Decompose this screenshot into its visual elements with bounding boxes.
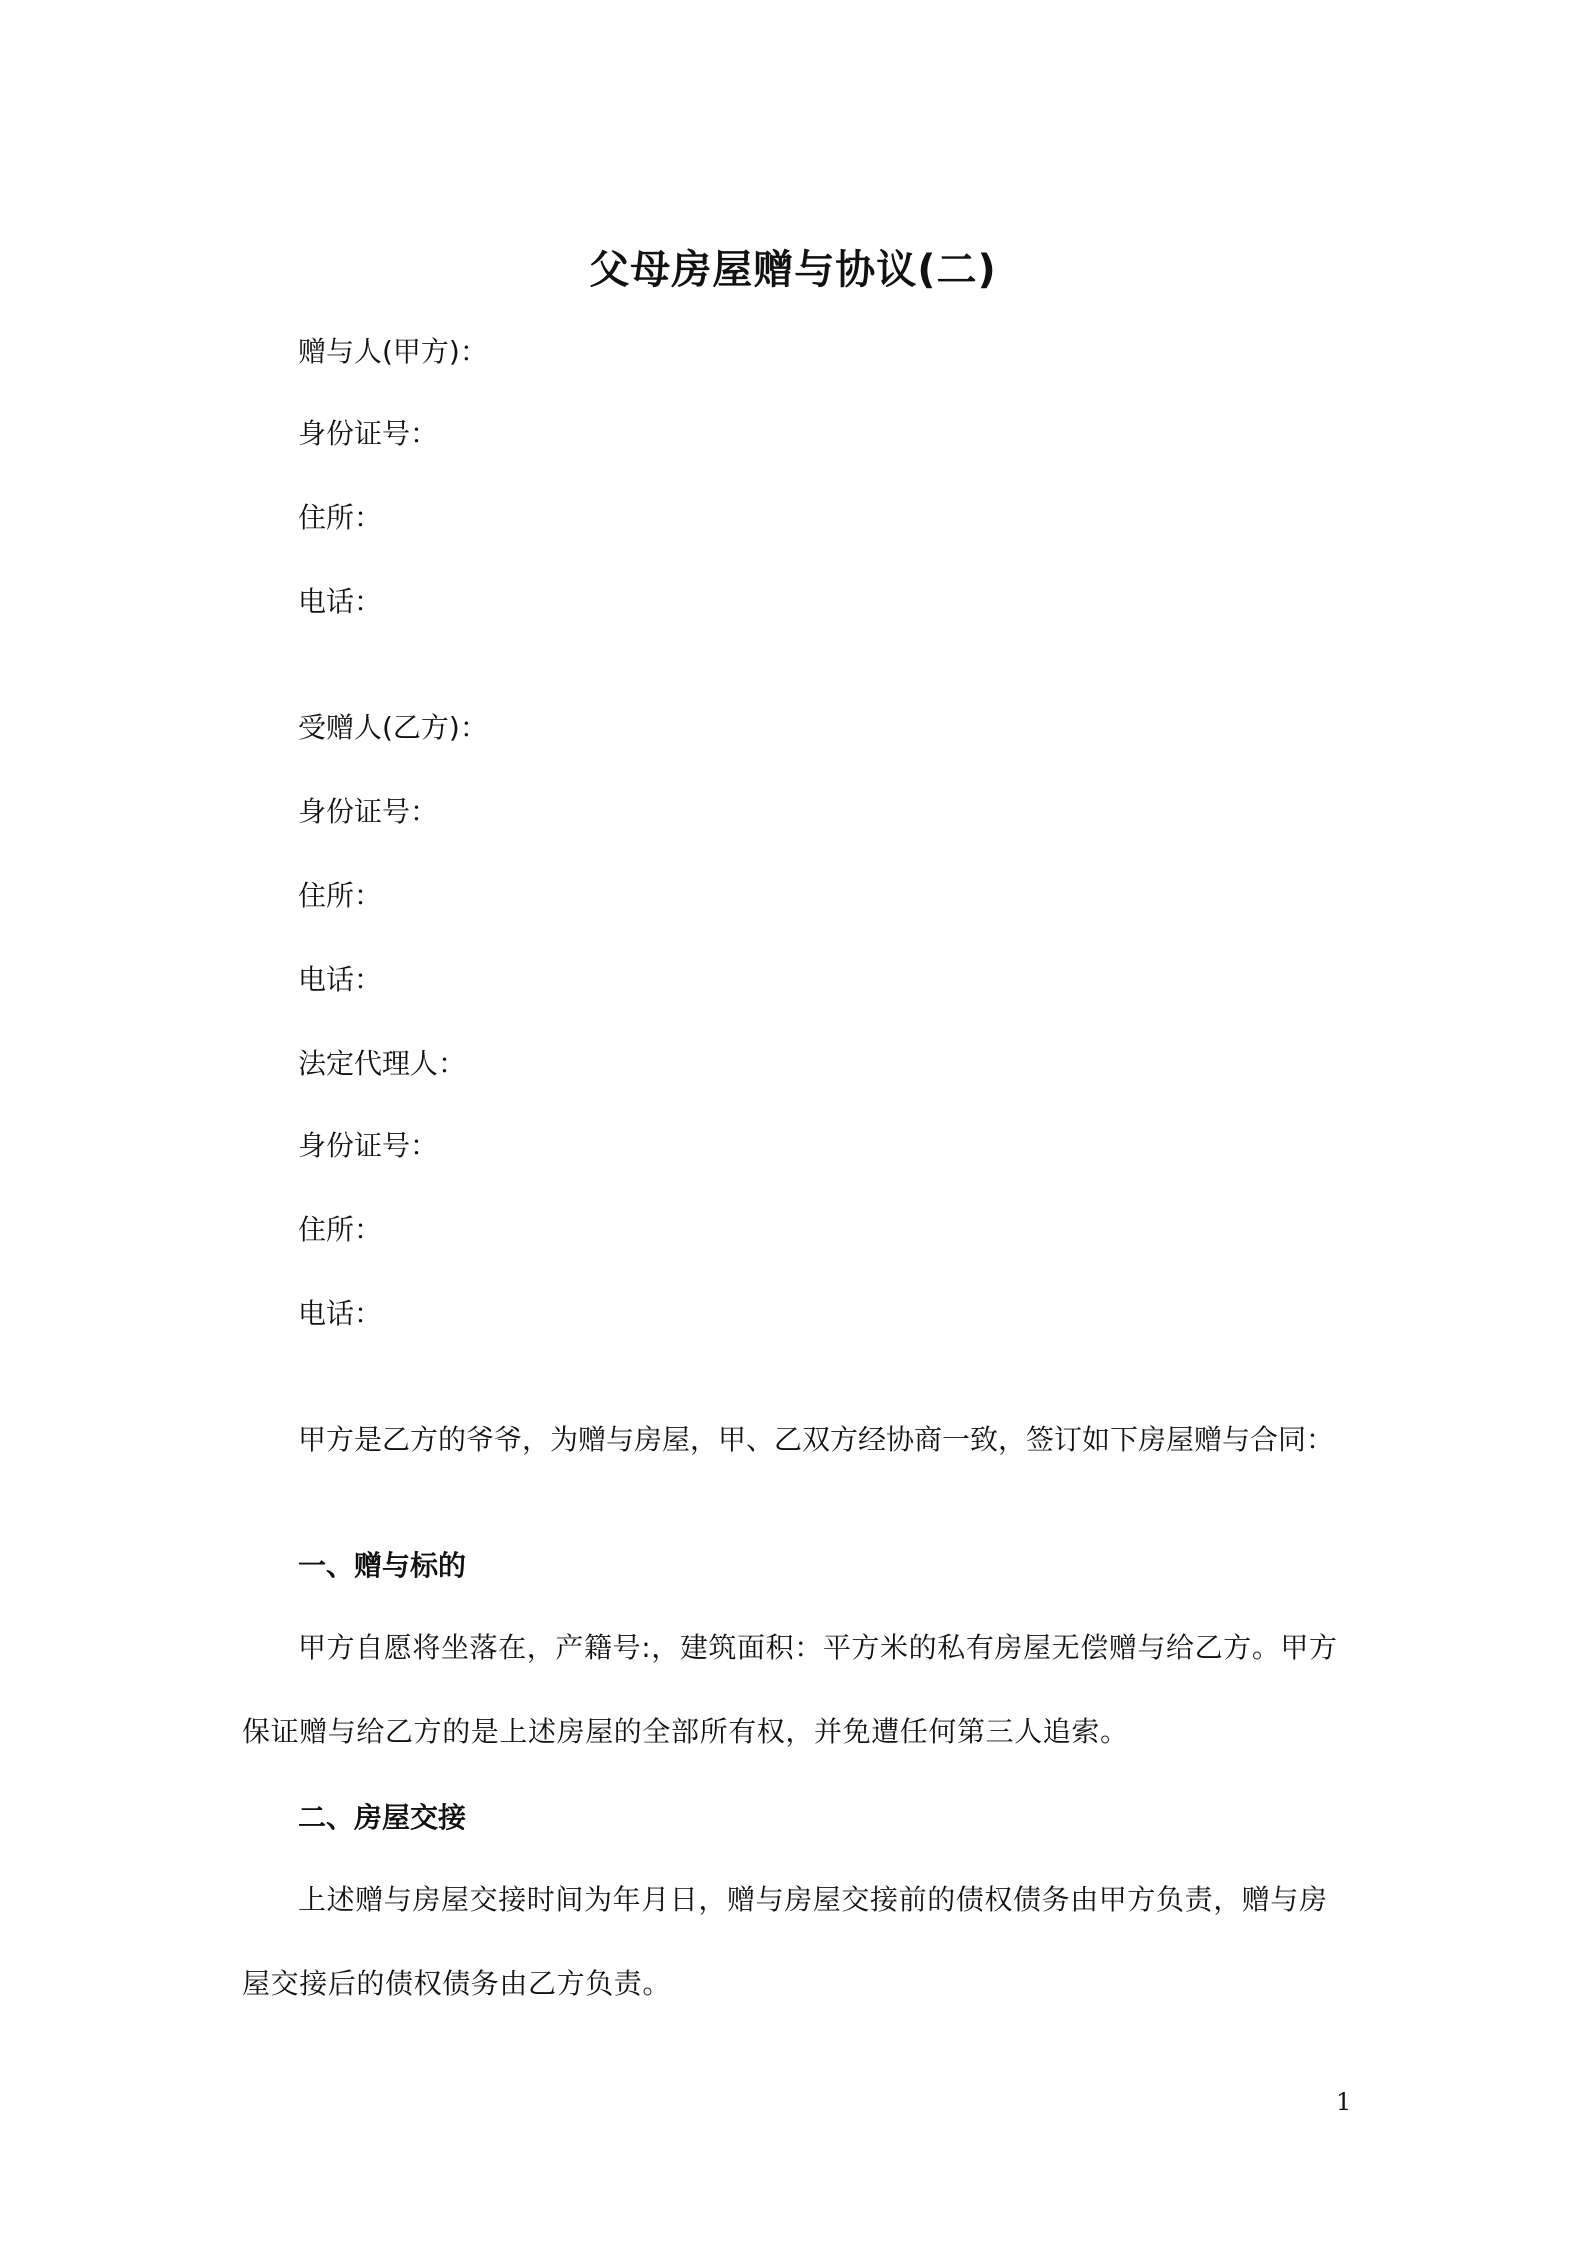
page-number: 1 — [1336, 2088, 1352, 2116]
document-title: 父母房屋赠与协议(二) — [589, 247, 997, 293]
section-heading: 一、赠与标的 — [298, 1549, 467, 1582]
agent-phone-label: 电话： — [298, 1297, 383, 1330]
agent-id-label: 身份证号： — [298, 1129, 439, 1162]
intro-paragraph: 甲方是乙方的爷爷，为赠与房屋，甲、乙双方经协商一致，签订如下房屋赠与合同： — [298, 1423, 1335, 1456]
donee-id-label: 身份证号： — [298, 795, 439, 828]
donor-label: 赠与人(甲方)： — [298, 335, 488, 368]
donor-id-label: 身份证号： — [298, 417, 439, 450]
donor-phone-label: 电话： — [298, 585, 383, 618]
donee-address-label: 住所： — [298, 879, 383, 912]
donee-label: 受赠人(乙方)： — [298, 711, 488, 744]
donor-address-label: 住所： — [298, 501, 383, 534]
section-body: 甲方自愿将坐落在，产籍号:，建筑面积：平方米的私有房屋无偿赠与给乙方。甲方保证赠与给乙方的是上述房屋的全部所有权，并免遭任何第三人追索。 — [242, 1631, 1338, 1748]
section-body: 上述赠与房屋交接时间为年月日，赠与房屋交接前的债权债务由甲方负责，赠与房屋交接后的债权债务由乙方负责。 — [242, 1883, 1328, 2000]
agent-address-label: 住所： — [298, 1213, 383, 1246]
donee-phone-label: 电话： — [298, 963, 383, 996]
section-heading: 二、房屋交接 — [298, 1801, 467, 1834]
agent-label: 法定代理人： — [298, 1047, 467, 1080]
